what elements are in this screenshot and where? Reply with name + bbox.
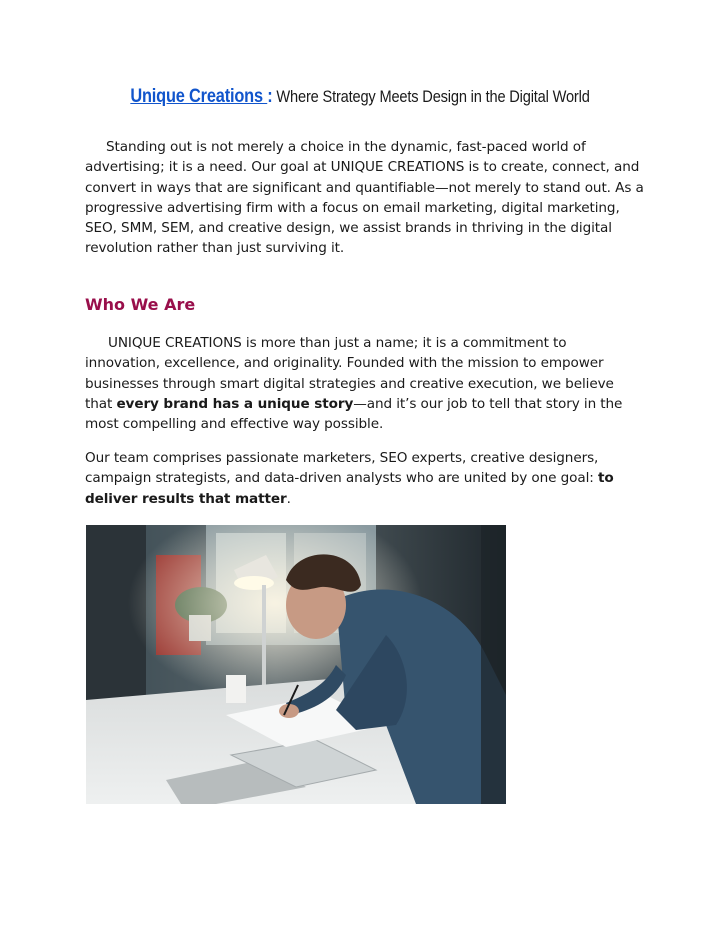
title-separator: :: [267, 86, 273, 107]
document-title: [50, 86, 669, 108]
office-photo: [86, 525, 506, 804]
who-we-are-text-end: —and it’s our job to tell that story in the most compelling and effective way possible.: [85, 395, 623, 433]
who-we-are-paragraph: [85, 333, 645, 434]
intro-paragraph: [85, 137, 645, 259]
intro-text: Standing out is not merely a choice in the dynamic, fast-paced world of advertising; it is a need. Our goal at UNIQUE CREATIONS is to create, connect, and convert in ways that are significant and quantifiable—not merely to stand out. As a progressive advertising firm with a focus on email marketing, digital marketing, SEO, SMM, SEM, and creative design, we assist brands in thriving in the digital revolution rather than just surviving it.: [85, 139, 644, 257]
title-tagline: Where Strategy Meets Design in the Digital World: [272, 87, 590, 106]
team-text-start: Our team comprises passionate marketers, SEO experts, creative designers, campaign strategists, and data-driven analysts who are united by one goal:: [85, 450, 599, 487]
who-we-are-emphasis: every brand has a unique story: [116, 395, 354, 412]
team-paragraph: [85, 448, 645, 509]
who-we-are-text-start: UNIQUE CREATIONS is more than just a name; it is a commitment to innovation, excellence, and originality. Founded with the mission to empower businesses through smart digital strategies and creative execution, we believe that: [85, 335, 614, 412]
section-heading-who-we-are: Who We Are: [85, 295, 196, 314]
team-emphasis: to deliver results that matter: [85, 470, 614, 507]
brand-link[interactable]: Unique Creations: [130, 86, 268, 107]
team-text-end: .: [286, 490, 291, 507]
